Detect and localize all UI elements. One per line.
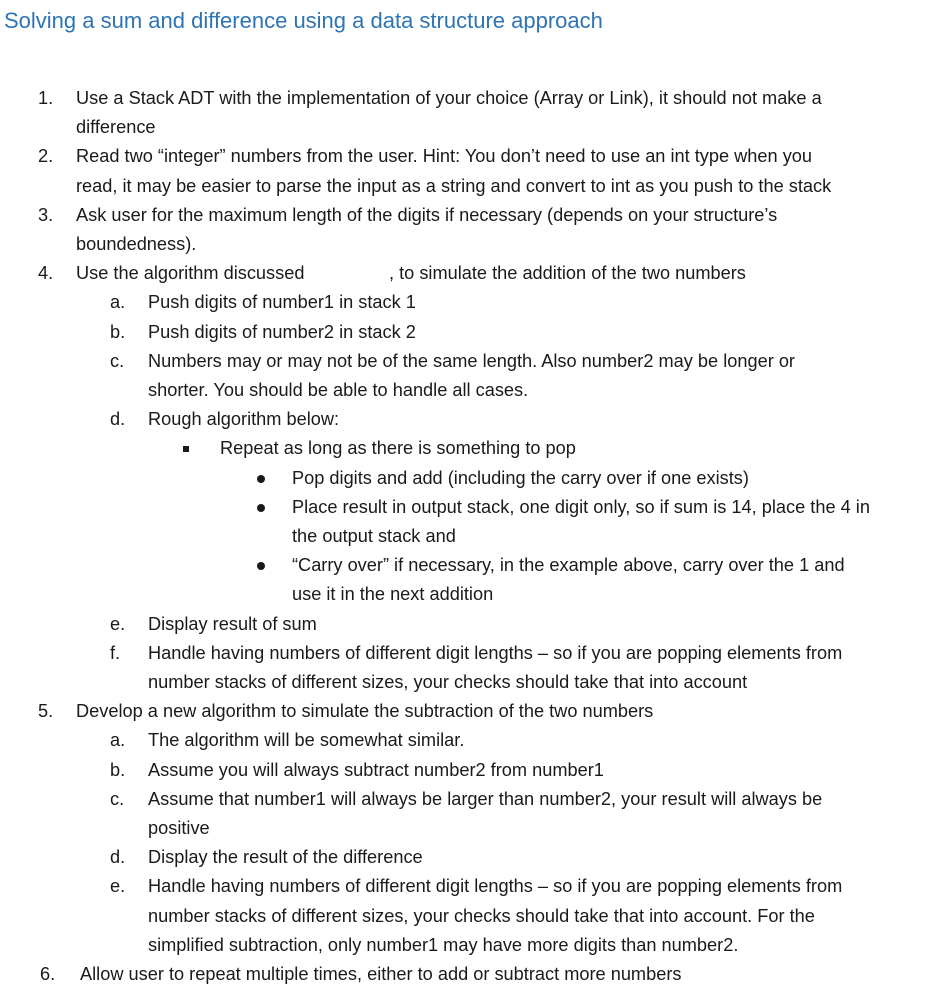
sub-item-text-line: shorter. You should be able to handle all cases. — [148, 380, 529, 400]
round-bullet-text-line: use it in the next addition — [292, 584, 494, 605]
sub-item-letter: a. — [110, 292, 126, 313]
sub-item-letter: b. — [110, 321, 126, 342]
item-number: 3. — [38, 204, 54, 225]
item-number: 4. — [38, 263, 54, 284]
item-number: 2. — [38, 146, 54, 167]
sub-item-text-line: Handle having numbers of different digit lengths – so if you are popping elements from — [148, 876, 843, 897]
sub-item-letter: f. — [110, 642, 121, 663]
round-bullet-text-line: “Carry over” if necessary, in the example above, carry over the 1 and — [292, 555, 845, 576]
sub-item-letter: e. — [110, 876, 126, 897]
sub-item-letter: a. — [110, 730, 126, 751]
sub-item-text-line: simplified subtraction, only number1 may have more digits than number2. — [148, 934, 739, 955]
round-bullet-icon — [257, 504, 265, 512]
sub-item-letter: b. — [110, 759, 126, 780]
round-bullet-icon — [257, 475, 265, 483]
sub-item-text-line: number stacks of different sizes, your checks should take that into account — [148, 672, 748, 692]
sub-item-letter: d. — [110, 847, 126, 868]
item-text-line: difference — [76, 117, 156, 138]
sub-item-text-line: Assume that number1 will always be larger than number2, your result will always be — [148, 788, 823, 809]
item-number: 1. — [38, 88, 54, 108]
item-text-line: Use a Stack ADT with the implementation of your choice (Array or Link), it should not make a — [76, 88, 822, 108]
item-text-line: Develop a new algorithm to simulate the subtraction of the two numbers — [76, 701, 654, 722]
document-title: Solving a sum and difference using a data structure approach — [4, 8, 603, 33]
sub-item-text-line: Assume you will always subtract number2 from number1 — [148, 759, 604, 780]
sub-item-text-line: Numbers may or may not be of the same length. Also number2 may be longer or — [148, 350, 795, 371]
sub-item-text-line: Handle having numbers of different digit lengths – so if you are popping elements from — [148, 642, 843, 663]
sub-item-text-line: number stacks of different sizes, your checks should take that into account. For the — [148, 905, 815, 926]
item-text-line: Read two “integer” numbers from the user. Hint: You don’t need to use an int type when you — [76, 146, 813, 167]
sub-item-letter: d. — [110, 409, 126, 430]
item-text-line: boundedness). — [76, 234, 197, 254]
item-text-line: , to simulate the addition of the two numbers — [389, 263, 746, 284]
sub-item-letter: c. — [110, 788, 125, 809]
sub-item-text-line: Rough algorithm below: — [148, 409, 340, 430]
round-bullet-text-line: the output stack and — [292, 526, 456, 546]
item-text-line: Allow user to repeat multiple times, either to add or subtract more numbers — [80, 964, 682, 984]
item-text-line: read, it may be easier to parse the input as a string and convert to int as you push to the stack — [76, 175, 832, 196]
sub-item-text-line: Push digits of number2 in stack 2 — [148, 321, 416, 342]
item-number: 6. — [40, 964, 56, 984]
square-bullet-icon — [183, 446, 189, 452]
item-text-line: Use the algorithm discussed — [76, 263, 305, 284]
square-bullet-text: Repeat as long as there is something to pop — [220, 438, 576, 459]
sub-item-letter: e. — [110, 613, 126, 634]
sub-item-text-line: positive — [148, 818, 210, 838]
item-number: 5. — [38, 701, 54, 722]
round-bullet-text-line: Pop digits and add (including the carry over if one exists) — [292, 467, 749, 488]
sub-item-text-line: Push digits of number1 in stack 1 — [148, 292, 416, 313]
round-bullet-text-line: Place result in output stack, one digit only, so if sum is 14, place the 4 in — [292, 496, 870, 517]
round-bullet-icon — [257, 562, 265, 570]
item-text-line: Ask user for the maximum length of the digits if necessary (depends on your structure’s — [76, 204, 778, 225]
sub-item-text-line: The algorithm will be somewhat similar. — [148, 730, 465, 751]
sub-item-letter: c. — [110, 350, 125, 371]
sub-item-text-line: Display result of sum — [148, 613, 317, 634]
sub-item-text-line: Display the result of the difference — [148, 847, 423, 868]
